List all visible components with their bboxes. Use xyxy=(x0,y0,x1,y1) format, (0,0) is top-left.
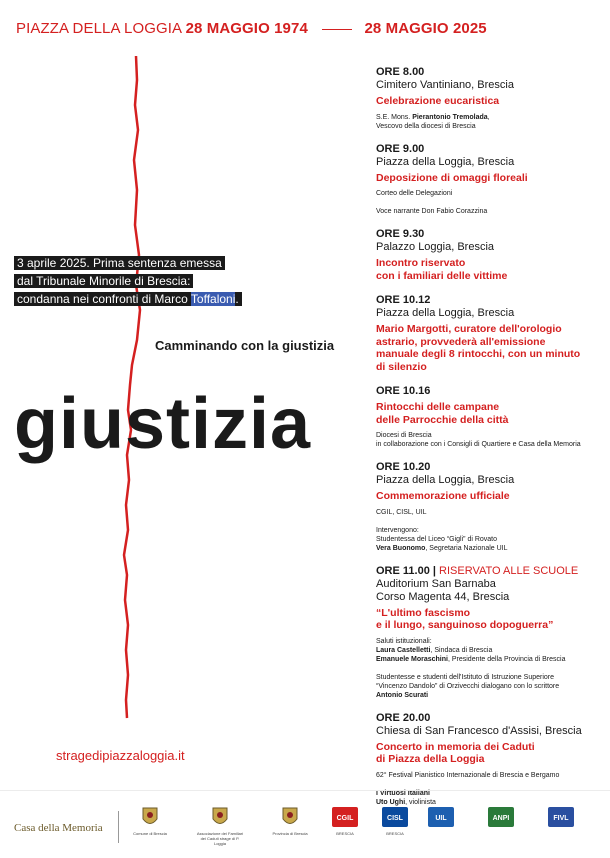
svg-text:FIVL: FIVL xyxy=(553,815,569,822)
event-place: Auditorium San Barnaba xyxy=(376,577,496,590)
event-notes: S.E. Mons. Pierantonio Tremolada, Vescovo della diocesi di Brescia xyxy=(376,113,490,130)
event-place: Piazza della Loggia, Brescia xyxy=(376,155,515,168)
event-notes: Diocesi di Brescia in collaborazione con i Consigli di Quartiere e Casa della Memoria xyxy=(376,432,581,448)
verdict-line-2: dal Tribunale Minorile di Brescia: xyxy=(14,274,193,288)
cgil-logo-icon xyxy=(321,805,369,836)
footer-logos xyxy=(0,790,610,858)
subtitle: Camminando con la giustizia xyxy=(155,338,335,353)
verdict-tail: . xyxy=(235,292,239,306)
event-title: Deposizione di omaggi floreali xyxy=(376,171,528,184)
event-notes: Saluti istituzionali: Laura Castelletti, Sindaca di Brescia Emanuele Moraschini, Presidente della Provincia di Brescia Studentesse e studenti dell'Istituto di Istruzione Superiore “Vincenzo Dandolo” di Orzivecchi dialogano con lo scrittore Antonio Scurati xyxy=(376,637,566,699)
comune-crest-icon xyxy=(126,805,174,836)
event-place: Piazza della Loggia, Brescia xyxy=(376,307,515,319)
svg-text:CISL: CISL xyxy=(387,815,403,822)
event-program xyxy=(376,66,602,819)
event-time: ORE 8.00 xyxy=(376,66,425,78)
event-time: ORE 11.00 | RISERVATO ALLE SCUOLE xyxy=(376,564,579,577)
logo-caption: Associazione dei Familiari dei Caduti strage di P. Loggia xyxy=(196,831,244,846)
cisl-logo-icon-mark xyxy=(380,805,410,829)
event-note-name: Vera Buonomo xyxy=(376,544,426,552)
provincia-crest-icon xyxy=(266,805,314,836)
event-note-name: Pierantonio Tremolada xyxy=(412,113,488,121)
event-time-note: RISERVATO ALLE SCUOLE xyxy=(439,564,579,577)
event-address: Corso Magenta 44, Brescia xyxy=(376,590,510,603)
verdict-line-3: condanna nei confronti di Marco xyxy=(17,292,188,306)
logo-caption: BRESCIA xyxy=(336,831,354,836)
event-note-name: Antonio Scurati xyxy=(376,691,429,699)
event-title: Concerto in memoria dei Caduti di Piazza della Loggia xyxy=(376,740,535,765)
associazione-crest-icon xyxy=(196,805,244,846)
event-place: Palazzo Loggia, Brescia xyxy=(376,241,495,253)
footer-divider xyxy=(118,811,119,843)
event-title: Mario Margotti, curatore dell'orologio astrario, provvederà all'emissione manuale degli 8 rintocchi, con un minuto di silenzio xyxy=(376,323,581,373)
event-title: Celebrazione eucaristica xyxy=(376,95,500,107)
website-link[interactable]: stragedipiazzaloggia.it xyxy=(56,748,185,763)
event-item xyxy=(376,565,602,700)
event-item xyxy=(376,228,602,282)
event-note-name: Emanuele Moraschini xyxy=(376,655,448,663)
anpi-logo-icon-mark xyxy=(486,805,516,829)
event-item xyxy=(376,294,602,373)
big-title: giustizia xyxy=(14,384,312,464)
header-place: PIAZZA DELLA LOGGIA xyxy=(16,20,182,37)
logo-caption: Comune di Brescia xyxy=(133,831,167,836)
event-item xyxy=(376,143,602,217)
event-title: Rintocchi delle campane delle Parrocchie della città xyxy=(376,401,509,426)
event-note-name: Uto Ughi xyxy=(376,798,406,806)
fivl-logo-icon-mark xyxy=(546,805,576,829)
event-place: Cimitero Vantiniano, Brescia xyxy=(376,79,514,91)
associazione-crest-icon-mark xyxy=(205,805,235,829)
logo-caption: BRESCIA xyxy=(386,831,404,836)
event-time: ORE 10.12 xyxy=(376,294,431,306)
event-item xyxy=(376,461,602,553)
event-time: ORE 9.00 xyxy=(376,142,425,155)
event-note-name: Laura Castelletti xyxy=(376,646,431,654)
svg-text:ANPI: ANPI xyxy=(492,815,510,822)
event-note-name: I Virtuosi Italiani xyxy=(376,789,430,797)
event-notes: 62° Festival Pianistico Internazionale di Brescia e Bergamo I Virtuosi Italiani Uto Ughi, violinista xyxy=(376,771,560,806)
event-item xyxy=(376,385,602,449)
event-title: “L'ultimo fascismo e il lungo, sanguinoso dopoguerra” xyxy=(376,606,554,631)
uil-logo-icon xyxy=(426,805,456,829)
anpi-logo-icon xyxy=(486,805,516,829)
svg-text:CGIL: CGIL xyxy=(336,815,354,822)
event-time: ORE 10.16 xyxy=(376,385,431,397)
event-notes: Corteo delle Delegazioni Voce narrante Don Fabio Corazzina xyxy=(376,190,488,215)
logo-caption: Provincia di Brescia xyxy=(272,831,308,836)
event-item xyxy=(376,66,602,131)
event-place: Piazza della Loggia, Brescia xyxy=(376,474,515,486)
event-time: ORE 10.20 xyxy=(376,461,431,473)
casa-della-memoria-logo: Casa della Memoria xyxy=(14,822,103,834)
fivl-logo-icon xyxy=(546,805,576,829)
header-date-2025: 28 MAGGIO 2025 xyxy=(364,20,487,37)
provincia-crest-icon-mark xyxy=(275,805,305,829)
event-notes: CGIL, CISL, UIL Intervengono: Studentessa del Liceo “Gigli” di Rovato Vera Buonomo, Segretaria Nazionale UIL xyxy=(376,508,508,552)
cgil-logo-icon-mark xyxy=(330,805,360,829)
verdict-announcement xyxy=(14,254,284,308)
verdict-line-1: 3 aprile 2025. Prima sentenza emessa xyxy=(14,256,225,270)
event-place: Chiesa di San Francesco d'Assisi, Brescia xyxy=(376,724,582,737)
uil-logo-icon-mark xyxy=(426,805,456,829)
svg-text:UIL: UIL xyxy=(435,815,447,822)
event-title: Incontro riservato con i familiari delle vittime xyxy=(376,257,508,282)
cisl-logo-icon xyxy=(371,805,419,836)
comune-crest-icon-mark xyxy=(135,805,165,829)
event-title: Commemorazione ufficiale xyxy=(376,490,510,502)
verdict-name-highlight: Toffaloni xyxy=(190,292,236,306)
header-date-1974: 28 MAGGIO 1974 xyxy=(185,20,308,37)
event-time: ORE 9.30 xyxy=(376,228,425,240)
event-time: ORE 20.00 xyxy=(376,711,431,724)
